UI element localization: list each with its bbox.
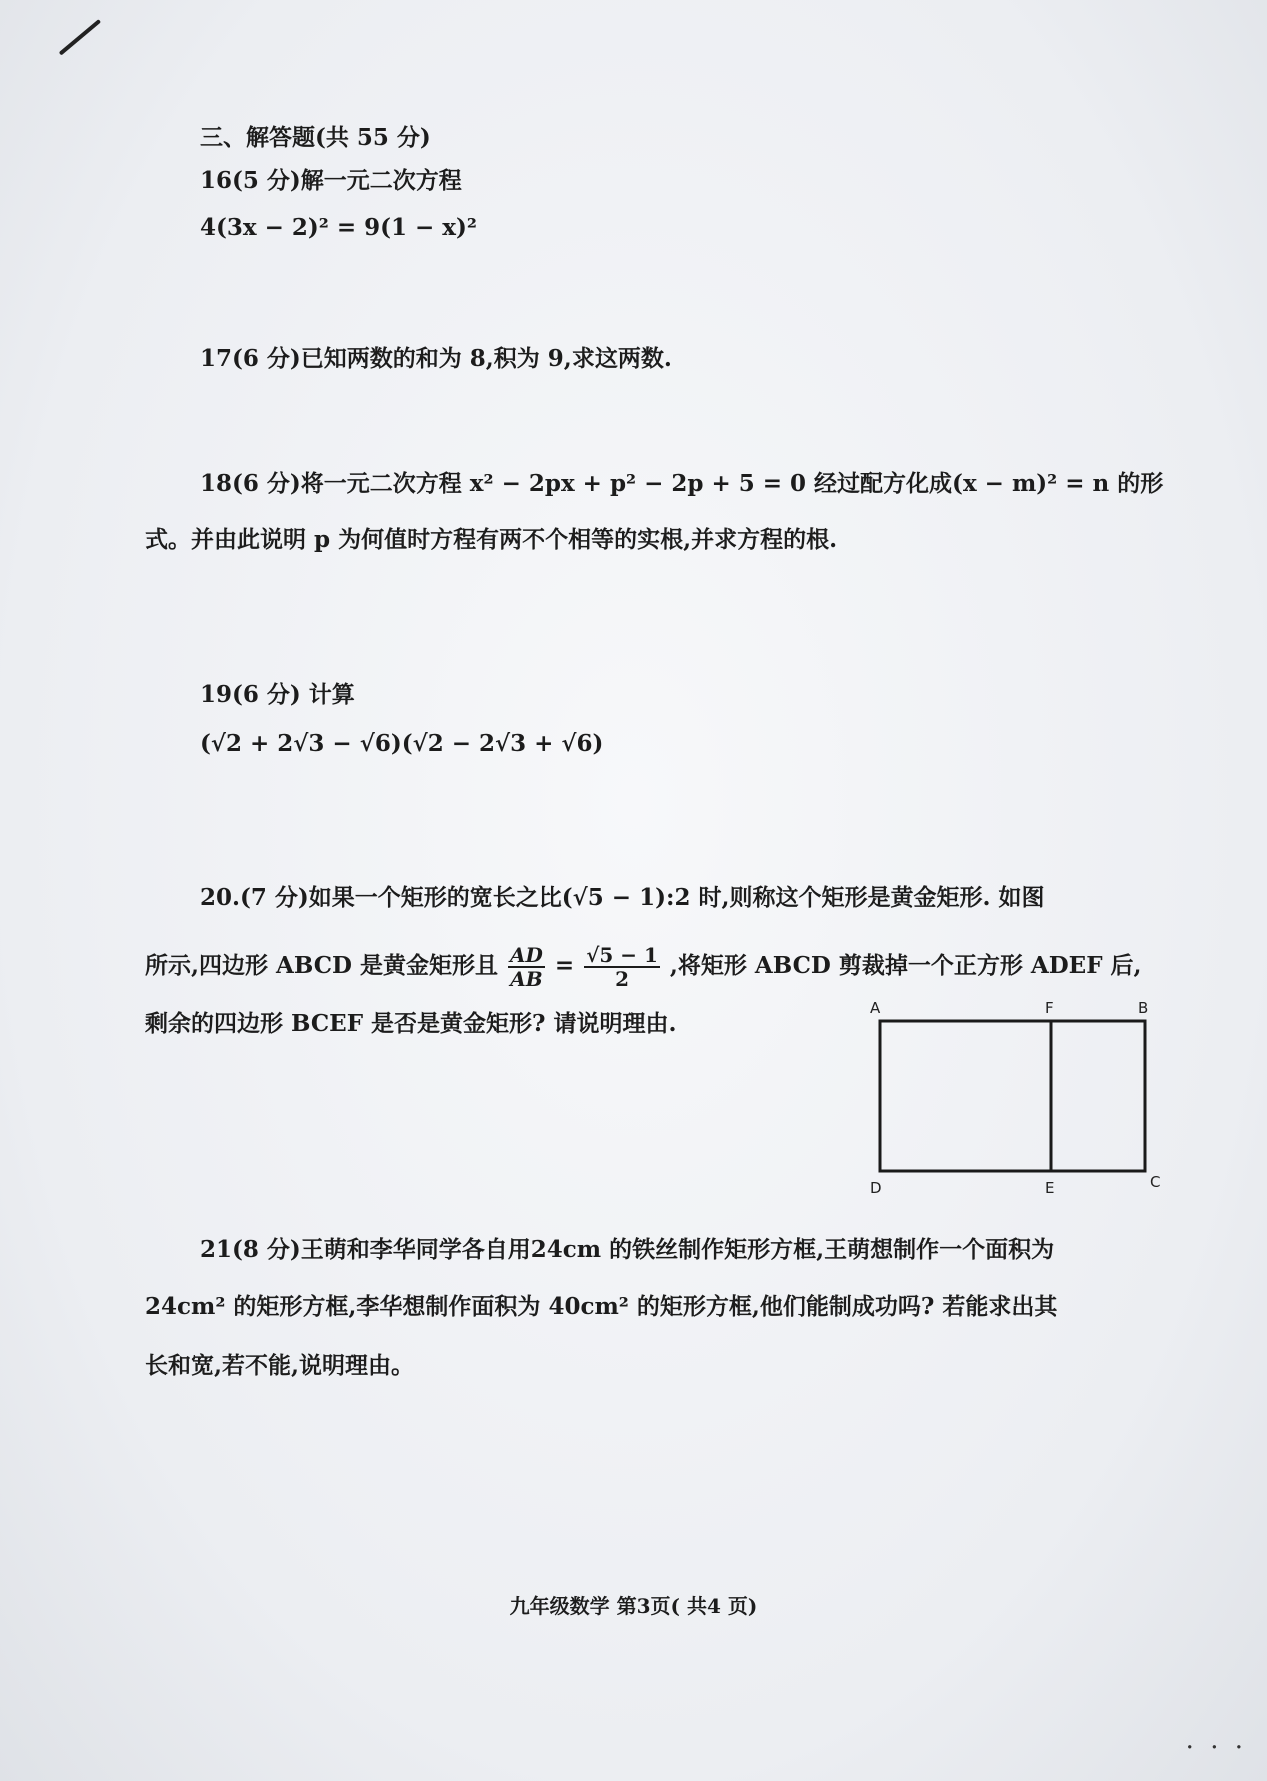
rectangle-abcd (880, 1021, 1145, 1171)
label-b: B (1138, 999, 1149, 1017)
question-21-line-3: 长和宽,若不能,说明理由。 (145, 1352, 415, 1379)
question-18-line-2: 式。并由此说明 p 为何值时方程有两不个相等的实根,并求方程的根. (145, 526, 838, 553)
fraction-golden-ratio (584, 944, 660, 990)
question-20-line-2-suffix: ,将矩形 ABCD 剪裁掉一个正方形 ADEF 后, (669, 952, 1142, 979)
question-20-line-2-prefix: 所示,四边形 ABCD 是黄金矩形且 (145, 952, 498, 979)
question-16-title: 16(5 分)解一元二次方程 (200, 167, 462, 194)
question-20-line-3: 剩余的四边形 BCEF 是否是黄金矩形? 请说明理由. (145, 1010, 677, 1037)
pen-mark (59, 19, 101, 55)
fraction-numerator: √5 − 1 (586, 943, 658, 967)
label-d: D (870, 1179, 882, 1197)
question-20-line-1: 20.(7 分)如果一个矩形的宽长之比(√5 − 1):2 时,则称这个矩形是黄金矩形. 如图 (200, 884, 1045, 911)
fraction-numerator: AD (510, 943, 543, 967)
question-19-title: 19(6 分) 计算 (200, 681, 355, 708)
fraction-ad-ab (508, 944, 545, 990)
fraction-denominator: 2 (615, 967, 629, 991)
golden-rectangle-figure (868, 995, 1243, 1205)
page-footer: 九年级数学 第3页( 共4 页) (509, 1594, 758, 1618)
section-heading: 三、解答题(共 55 分) (200, 124, 431, 151)
fraction-denominator: AB (510, 967, 543, 991)
question-17: 17(6 分)已知两数的和为 8,积为 9,求这两数. (200, 345, 672, 372)
golden-rectangle-svg (868, 995, 1168, 1200)
question-21-line-2: 24cm² 的矩形方框,李华想制作面积为 40cm² 的矩形方框,他们能制成功吗? 若能求出其 (145, 1293, 1058, 1320)
label-c: C (1150, 1173, 1161, 1191)
question-16-equation: 4(3x − 2)² = 9(1 − x)² (200, 214, 477, 241)
equals-sign: = (554, 952, 575, 979)
label-e: E (1045, 1179, 1055, 1197)
corner-dots: · · · (1185, 1733, 1247, 1763)
question-19-expression: (√2 + 2√3 − √6)(√2 − 2√3 + √6) (200, 730, 604, 757)
label-f: F (1045, 999, 1054, 1017)
question-20-line-2 (145, 944, 1142, 990)
question-18-line-1: 18(6 分)将一元二次方程 x² − 2px + p² − 2p + 5 = 0 经过配方化成(x − m)² = n 的形 (200, 470, 1164, 497)
label-a: A (870, 999, 881, 1017)
question-21-line-1: 21(8 分)王萌和李华同学各自用24cm 的铁丝制作矩形方框,王萌想制作一个面积为 (200, 1236, 1055, 1263)
